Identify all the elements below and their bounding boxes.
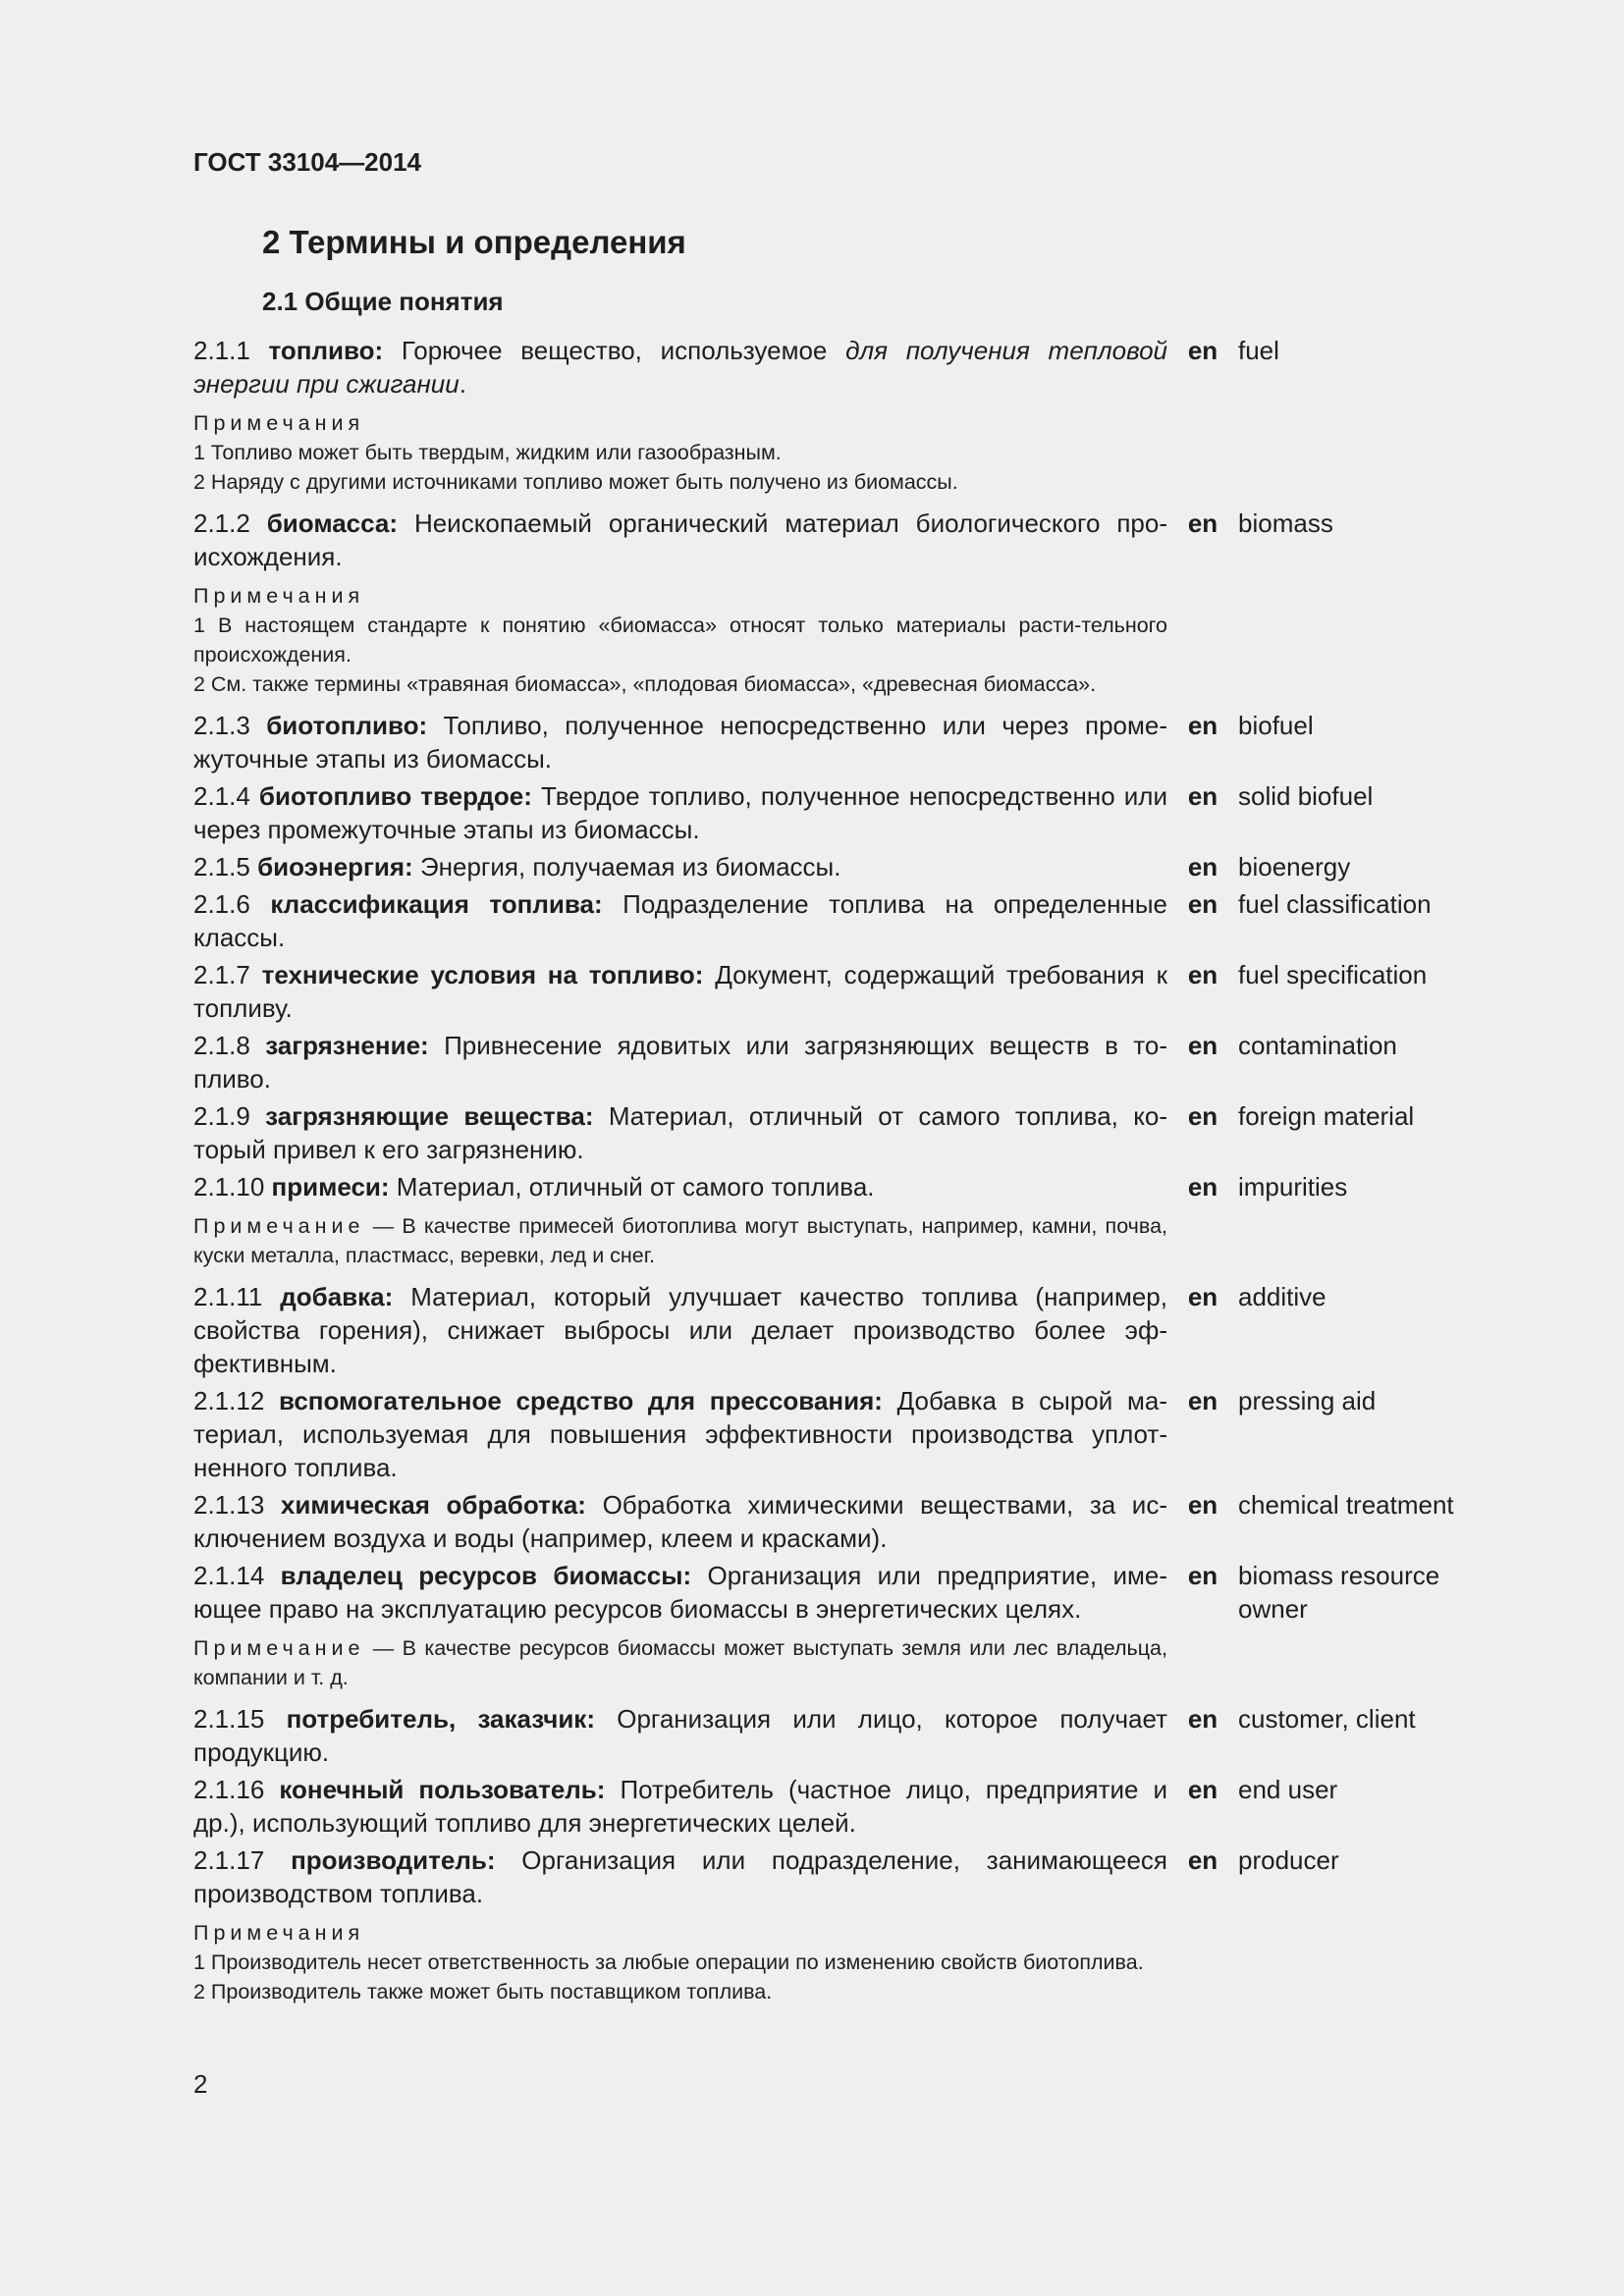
term-note	[193, 1211, 1167, 1270]
term-definition	[193, 1029, 1167, 1095]
term-entry	[193, 1029, 1509, 1095]
term-name: технические условия на топливо:	[261, 960, 704, 989]
term-entry	[193, 1702, 1509, 1769]
english-equivalent: fuel	[1238, 336, 1279, 365]
note-label: Примечание	[193, 1214, 365, 1238]
english-equivalent: contamination	[1238, 1031, 1397, 1060]
term-list	[193, 334, 1509, 2016]
english-equivalent: biomass	[1238, 508, 1333, 538]
term-definition-text: Горючее вещество, используемое	[401, 336, 846, 365]
term-definition-text: Добавка в сырой ма-териал, используемая для повышения эффективности производства уплот-ненного топлива.	[193, 1386, 1167, 1482]
language-code: en	[1187, 1845, 1218, 1875]
term-definition-text: Организация или лицо, которое получает продукцию.	[193, 1704, 1167, 1767]
term-number: 2.1.13	[193, 1490, 265, 1520]
notes-label: Примечания	[193, 411, 365, 435]
term-entry	[193, 1170, 1509, 1203]
english-equivalent: solid biofuel	[1238, 781, 1374, 811]
english-equivalent: fuel specification	[1238, 960, 1428, 989]
term-name: конечный пользователь:	[279, 1775, 606, 1804]
term-definition-text: Организация или предприятие, име-ющее право на эксплуатацию ресурсов биомассы в энергетических целях.	[193, 1561, 1167, 1624]
term-entry	[193, 850, 1509, 883]
english-equivalent: end user	[1238, 1775, 1338, 1804]
subsection-title: 2.1 Общие понятия	[262, 287, 504, 316]
language-code: en	[1187, 336, 1218, 365]
term-entry	[193, 1559, 1509, 1626]
term-entry	[193, 1488, 1509, 1555]
term-name: вспомогательное средство для прессования:	[279, 1386, 883, 1415]
english-equivalent: additive	[1238, 1282, 1326, 1311]
term-definition	[193, 1773, 1167, 1840]
note-item: 2 См. также термины «травяная биомасса», «плодовая биомасса», «древесная биомасса».	[193, 672, 1097, 696]
term-definition-end: .	[459, 369, 466, 399]
note-item: 2 Производитель также может быть поставщиком топлива.	[193, 1980, 773, 2003]
english-equivalent: chemical treatment	[1238, 1490, 1454, 1520]
term-entry	[193, 958, 1509, 1025]
term-name: биоэнергия:	[257, 852, 413, 881]
note-text: — В качестве примесей биотоплива могут выступать, например, камни, почва, куски металла, пластмасс, веревки, лед и снег.	[193, 1214, 1167, 1267]
term-name: добавка:	[280, 1282, 394, 1311]
term-entry	[193, 1773, 1509, 1840]
language-code: en	[1187, 1172, 1218, 1201]
term-number: 2.1.11	[193, 1282, 263, 1311]
term-definition-text: Твердое топливо, полученное непосредственно или через промежуточные этапы из биомассы.	[193, 781, 1167, 844]
term-definition	[193, 1702, 1167, 1769]
language-code: en	[1187, 889, 1218, 919]
term-name: биомасса:	[266, 508, 399, 538]
term-entry	[193, 1099, 1509, 1166]
term-name: биотопливо твердое:	[258, 781, 532, 811]
term-entry	[193, 1280, 1509, 1380]
english-equivalent: biomass resource owner	[1238, 1561, 1440, 1624]
term-entry	[193, 887, 1509, 954]
term-number: 2.1.3	[193, 711, 250, 740]
term-definition	[193, 1488, 1167, 1555]
language-code: en	[1187, 1101, 1218, 1131]
term-name: загрязняющие вещества:	[265, 1101, 594, 1131]
language-code: en	[1187, 1704, 1218, 1734]
term-definition-text: Привнесение ядовитых или загрязняющих веществ в то-пливо.	[193, 1031, 1168, 1094]
term-entry	[193, 334, 1509, 400]
term-note	[193, 1633, 1167, 1692]
term-number: 2.1.4	[193, 781, 250, 811]
english-equivalent: impurities	[1238, 1172, 1348, 1201]
term-definition-text: Материал, отличный от самого топлива, ко-торый привел к его загрязнению.	[193, 1101, 1167, 1164]
term-entry	[193, 709, 1509, 775]
term-definition	[193, 1843, 1167, 1910]
term-definition	[193, 1384, 1167, 1484]
language-code: en	[1187, 1561, 1218, 1590]
language-code: en	[1187, 1775, 1218, 1804]
term-definition	[193, 958, 1167, 1025]
term-definition-text: Материал, который улучшает качество топлива (например, свойства горения), снижает выбросы или делает производство более эф-фективным.	[193, 1282, 1167, 1378]
language-code: en	[1187, 1490, 1218, 1520]
term-definition-text: Материал, отличный от самого топлива.	[396, 1172, 875, 1201]
term-name: потребитель, заказчик:	[286, 1704, 595, 1734]
term-definition-text: Обработка химическими веществами, за ис-ключением воздуха и воды (например, клеем и красками).	[193, 1490, 1167, 1553]
term-definition	[193, 1099, 1167, 1166]
term-definition	[193, 1559, 1167, 1626]
term-number: 2.1.15	[193, 1704, 265, 1734]
term-notes	[193, 581, 1167, 699]
term-definition	[193, 334, 1167, 400]
english-equivalent: pressing aid	[1238, 1386, 1377, 1415]
term-number: 2.1.12	[193, 1386, 265, 1415]
english-equivalent: fuel classification	[1238, 889, 1432, 919]
english-equivalent: foreign material	[1238, 1101, 1415, 1131]
english-equivalent: biofuel	[1238, 711, 1314, 740]
note-item: 1 В настоящем стандарте к понятию «биомасса» относят только материалы расти-тельного происхождения.	[193, 614, 1167, 667]
language-code: en	[1187, 1282, 1218, 1311]
term-number: 2.1.17	[193, 1845, 265, 1875]
english-equivalent: bioenergy	[1238, 852, 1351, 881]
term-number: 2.1.7	[193, 960, 250, 989]
term-name: классификация топлива:	[270, 889, 603, 919]
term-name: примеси:	[271, 1172, 390, 1201]
term-number: 2.1.8	[193, 1031, 250, 1060]
term-definition	[193, 887, 1167, 954]
note-text: — В качестве ресурсов биомассы может выступать земля или лес владельца, компании и т. д.	[193, 1636, 1167, 1689]
term-definition-text: Энергия, получаемая из биомассы.	[419, 852, 841, 881]
term-name: химическая обработка:	[280, 1490, 586, 1520]
language-code: en	[1187, 781, 1218, 811]
note-label: Примечание	[193, 1636, 365, 1660]
term-definition	[193, 1170, 1167, 1203]
section-title: 2 Термины и определения	[262, 224, 686, 260]
english-equivalent: producer	[1238, 1845, 1339, 1875]
term-number: 2.1.9	[193, 1101, 250, 1131]
term-notes	[193, 408, 1167, 497]
term-definition	[193, 850, 1167, 883]
term-number: 2.1.2	[193, 508, 250, 538]
term-name: производитель:	[291, 1845, 496, 1875]
term-name: владелец ресурсов биомассы:	[280, 1561, 692, 1590]
page-number: 2	[193, 2069, 208, 2099]
document-header: ГОСТ 33104—2014	[193, 147, 421, 177]
term-definition-text: Организация или подразделение, занимающееся производством топлива.	[193, 1845, 1167, 1908]
term-definition-text: Потребитель (частное лицо, предприятие и др.), использующий топливо для энергетических целей.	[193, 1775, 1167, 1838]
note-item: 1 Производитель несет ответственность за любые операции по изменению свойств биотоплива.	[193, 1950, 1144, 1974]
note-item: 2 Наряду с другими источниками топливо может быть получено из биомассы.	[193, 470, 958, 494]
term-definition-italic: для получения тепловой энергии при сжигании	[193, 336, 1168, 399]
term-entry	[193, 779, 1509, 846]
term-definition-text: Документ, содержащий требования к топливу.	[193, 960, 1167, 1023]
term-definition-text: Подразделение топлива на определенные классы.	[193, 889, 1167, 952]
term-number: 2.1.16	[193, 1775, 265, 1804]
term-entry	[193, 507, 1509, 573]
term-entry	[193, 1384, 1509, 1484]
language-code: en	[1187, 852, 1218, 881]
language-code: en	[1187, 711, 1218, 740]
term-definition	[193, 779, 1167, 846]
note-item: 1 Топливо может быть твердым, жидким или газообразным.	[193, 441, 782, 464]
term-number: 2.1.5	[193, 852, 250, 881]
term-definition-text: Топливо, полученное непосредственно или через проме-жуточные этапы из биомассы.	[193, 711, 1167, 774]
term-name: топливо:	[268, 336, 384, 365]
term-name: загрязнение:	[265, 1031, 429, 1060]
term-definition	[193, 1280, 1167, 1380]
term-definition-text: Неископаемый органический материал биологического про-исхождения.	[193, 508, 1167, 571]
term-number: 2.1.6	[193, 889, 250, 919]
term-definition	[193, 709, 1167, 775]
notes-label: Примечания	[193, 584, 365, 608]
term-definition	[193, 507, 1167, 573]
language-code: en	[1187, 1386, 1218, 1415]
term-number: 2.1.14	[193, 1561, 265, 1590]
term-name: биотопливо:	[266, 711, 428, 740]
term-number: 2.1.1	[193, 336, 250, 365]
language-code: en	[1187, 508, 1218, 538]
term-notes	[193, 1918, 1167, 2006]
term-entry	[193, 1843, 1509, 1910]
notes-label: Примечания	[193, 1921, 365, 1945]
term-number: 2.1.10	[193, 1172, 265, 1201]
language-code: en	[1187, 1031, 1218, 1060]
english-equivalent: customer, client	[1238, 1704, 1416, 1734]
language-code: en	[1187, 960, 1218, 989]
